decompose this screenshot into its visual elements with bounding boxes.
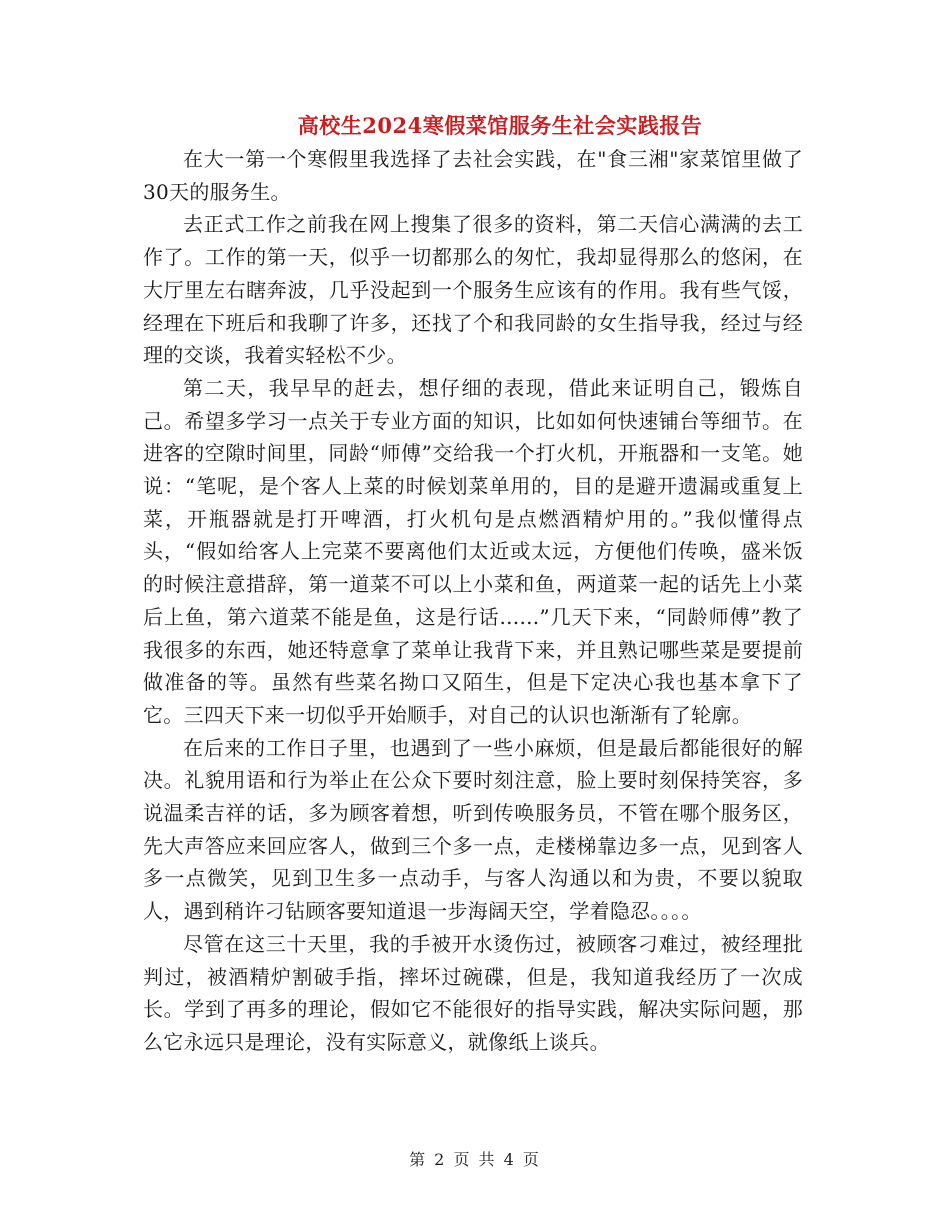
paragraph-4: 在后来的工作日子里，也遇到了一些小麻烦，但是最后都能很好的解决。礼貌用语和行为举止在公众下要时刻注意，脸上要时刻保持笑容，多说温柔吉祥的话，多为顾客着想，听到传唤服务员，不管在哪个服务区，先大声答应来回应客人，做到三个多一点，走楼梯靠边多一点，见到客人多一点微笑，见到卫生多一点动手，与客人沟通以和为贵，不要以貌取人，遇到稍许刁钻顾客要知道退一步海阔天空，学着隐忍。。。。 — [143, 735, 803, 924]
paragraph-3: 第二天，我早早的赶去，想仔细的表现，借此来证明自己，锻炼自己。希望多学习一点关于专业方面的知识，比如如何快速铺台等细节。在进客的空隙时间里，同龄“师傅”交给我一个打火机，开瓶器和一支笔。她说：“笔呢，是个客人上菜的时候划菜单用的，目的是避开遗漏或重复上菜，开瓶器就是打开啤酒，打火机句是点燃酒精炉用的。”我似懂得点头，“假如给客人上完菜不要离他们太近或太远，方便他们传唤，盛米饭的时候注意措辞，第一道菜不可以上小菜和鱼，两道菜一起的话先上小菜后上鱼，第六道菜不能是鱼，这是行话......”几天下来，“同龄师傅”教了我很多的东西，她还特意拿了菜单让我背下来，并且熟记哪些菜是要提前做准备的等。虽然有些菜名拗口又陌生，但是下定决心我也基本拿下了它。三四天下来一切似乎开始顺手，对自己的认识也渐渐有了轮廓。 — [143, 375, 803, 727]
document-body — [143, 143, 803, 1059]
page-footer: 第 2 页 共 4 页 — [409, 1150, 541, 1169]
paragraph-1: 在大一第一个寒假里我选择了去社会实践，在"食三湘"家菜馆里做了30天的服务生。 — [143, 147, 803, 204]
document-title: 高校生2024寒假菜馆服务生社会实践报告 — [297, 113, 703, 138]
paragraph-2: 去正式工作之前我在网上搜集了很多的资料，第二天信心满满的去工作了。工作的第一天，似乎一切都那么的匆忙，我却显得那么的悠闲，在大厅里左右瞎奔波，几乎没起到一个服务生应该有的作用。我有些气馁，经理在下班后和我聊了许多，还找了个和我同龄的女生指导我，经过与经理的交谈，我着实轻松不少。 — [143, 212, 803, 368]
paragraph-5: 尽管在这三十天里，我的手被开水烫伤过，被顾客刁难过，被经理批判过，被酒精炉割破手指，摔坏过碗碟，但是，我知道我经历了一次成长。学到了再多的理论，假如它不能很好的指导实践，解决实际问题，那么它永远只是理论，没有实际意义，就像纸上谈兵。 — [143, 931, 803, 1054]
